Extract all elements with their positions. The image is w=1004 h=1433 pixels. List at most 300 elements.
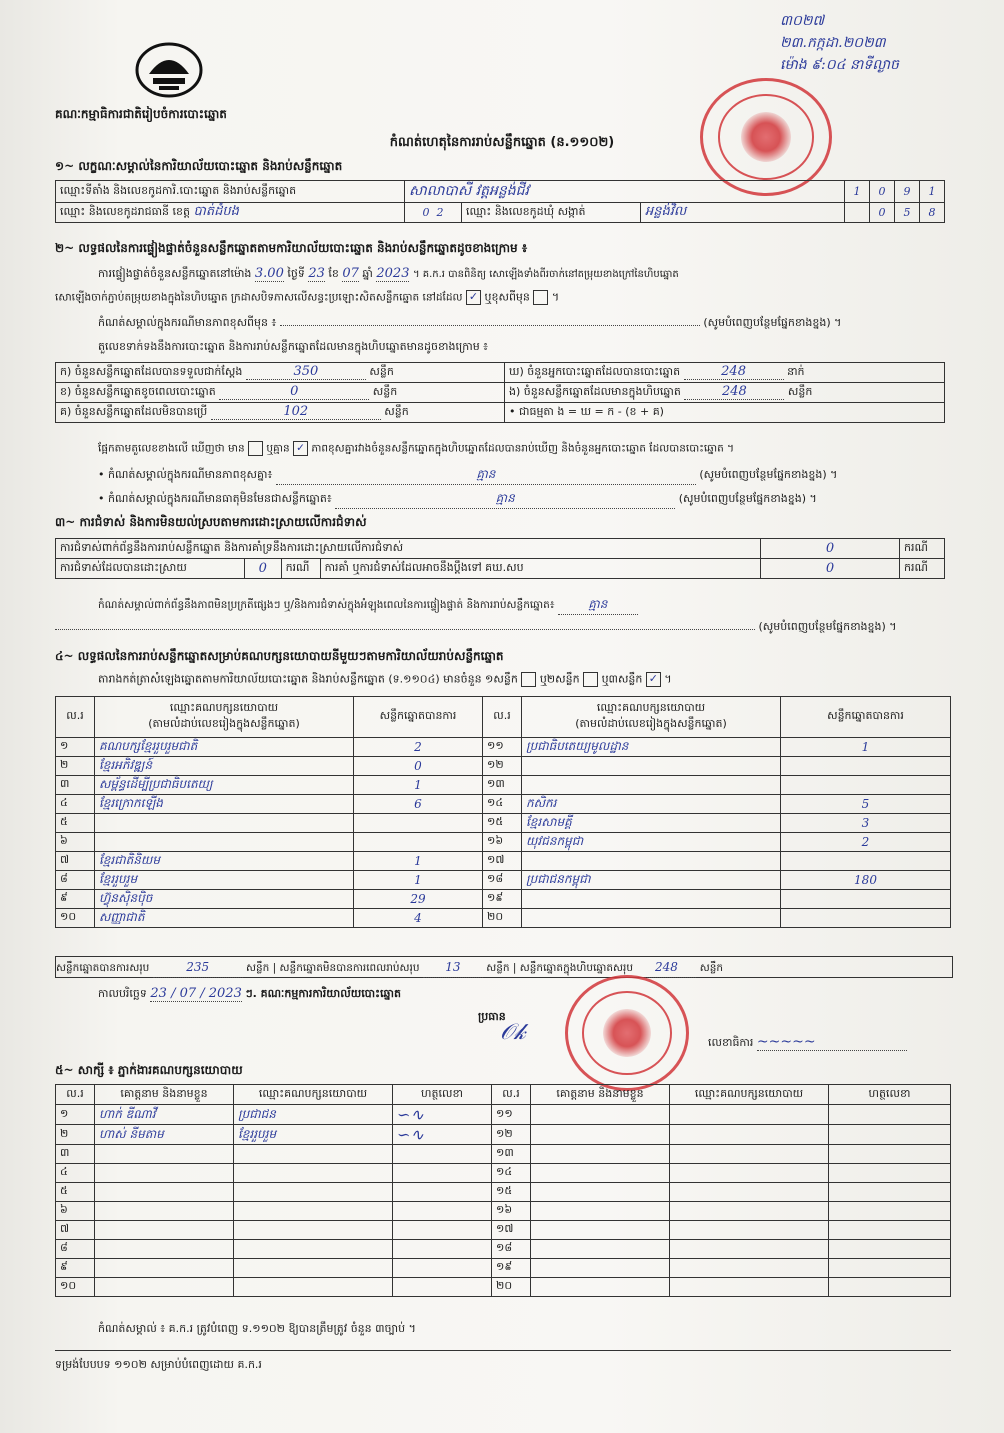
w-party-left (234, 1278, 393, 1297)
one-sheet-checkbox[interactable] (521, 672, 536, 687)
w-name-right (531, 1125, 670, 1145)
w-col-no-left: ល.រ (56, 1085, 95, 1105)
section1-title: ១~ លក្ខណៈសម្គាល់នៃការិយាល័យបោះឆ្នោត និងរាប់សន្លឹកឆ្នោត (55, 159, 343, 173)
unused-label: គ) ចំនួនសន្លឹកឆ្នោតដែលមិនបានប្រើ (60, 405, 208, 418)
verify-time: 3.00 (254, 266, 284, 281)
result-votes-left: 1 (354, 871, 483, 890)
w-name-right (531, 1105, 670, 1125)
w-party-left (234, 1164, 393, 1183)
result-party-right: ខ្មែរសាមគ្គី (522, 814, 781, 833)
w-no-left: ១០ (56, 1278, 95, 1297)
total-valid-value: 235 (153, 957, 243, 978)
result-no-right: ១៩ (483, 890, 522, 909)
result-votes-right (781, 852, 951, 871)
w-no-right: ១៣ (492, 1145, 531, 1164)
total-invalid-unit: សន្លឹក (486, 962, 510, 974)
w-col-name-left: គោត្តនាម និងនាមខ្លួន (95, 1085, 234, 1105)
result-party-left: ហ៊្វុនស៊ិនប៉ិច (95, 890, 354, 909)
w-sign-right (829, 1202, 951, 1221)
two-sheet-checkbox[interactable] (583, 672, 598, 687)
province-code-d1: 0 (422, 206, 430, 219)
w-name-left (95, 1259, 234, 1278)
result-party-right: ប្រជាជនកម្ពុជា (522, 871, 781, 890)
w-sign-left (393, 1145, 492, 1164)
w-no-right: ១៩ (492, 1259, 531, 1278)
received-label: ក) ចំនួនសន្លឹកឆ្នោតដែលបានទទួលជាក់ស្តែង (60, 365, 243, 378)
total-valid-label: សន្លឹកឆ្នោតបានការសរុប (56, 962, 150, 974)
w-name-left (95, 1164, 234, 1183)
col-no-left: ល.រ (56, 697, 95, 738)
col-no-right: ល.រ (483, 697, 522, 738)
difference-line (98, 441, 734, 458)
result-row (56, 795, 951, 814)
w-no-left: ២ (56, 1125, 95, 1145)
witness-row (56, 1259, 951, 1278)
irregularity-dots (55, 629, 755, 630)
commune-value: អន្លង់វិល (641, 203, 845, 223)
result-party-left: ខ្មែររួបរួម (95, 871, 354, 890)
day-label: ថ្ងៃទី (287, 267, 305, 280)
w-name-right (531, 1240, 670, 1259)
result-row (56, 890, 951, 909)
resolved-label: ការជំទាស់ដែលបានដោះស្រាយ (56, 559, 245, 579)
objection-value: 0 (761, 539, 900, 559)
w-col-name-right: គោត្តនាម និងនាមខ្លួន (531, 1085, 670, 1105)
result-row (56, 852, 951, 871)
w-sign-right (829, 1259, 951, 1278)
result-party-right: កសិករ (522, 795, 781, 814)
commune-d2: 5 (895, 203, 920, 223)
w-name-right (531, 1278, 670, 1297)
w-sign-right (829, 1183, 951, 1202)
w-party-left (234, 1202, 393, 1221)
result-no-left: ៦ (56, 833, 95, 852)
month-label: ខែ (328, 267, 339, 280)
w-party-left (234, 1145, 393, 1164)
objection-table (55, 538, 945, 579)
resolved-value: 0 (245, 559, 282, 579)
commune-d3: 8 (920, 203, 945, 223)
committee-label: ៗ. គណៈកម្មការការិយាល័យបោះឆ្នោត (245, 987, 401, 1000)
verify-month: 07 (342, 266, 359, 281)
section4-title: ៤~ លទ្ធផលនៃការរាប់សន្លឹកឆ្នោតសម្រាប់គណបក្សនយោបាយនីមួយៗតាមការិយាល័យរាប់សន្លឹកឆ្នោត (55, 649, 504, 663)
w-no-left: ៧ (56, 1221, 95, 1240)
w-name-right (531, 1183, 670, 1202)
result-no-left: ៩ (56, 890, 95, 909)
result-no-right: ១២ (483, 757, 522, 776)
unused-cell (56, 403, 505, 423)
w-no-right: ១៤ (492, 1164, 531, 1183)
has-difference-checkbox[interactable] (248, 441, 263, 456)
w-party-left (234, 1221, 393, 1240)
result-row (56, 833, 951, 852)
diff-note-line (98, 316, 948, 332)
form-title: កំណត់ហេតុនៃការរាប់សន្លឹកឆ្នោត (ន.១១០២) (389, 135, 615, 150)
total-valid-unit: សន្លឹក (246, 962, 270, 974)
result-votes-left (354, 814, 483, 833)
result-party-right (522, 852, 781, 871)
secretary-signature: ~~~~~ (757, 1034, 907, 1051)
result-party-right (522, 757, 781, 776)
received-cell (56, 363, 505, 383)
w-no-left: ៨ (56, 1240, 95, 1259)
resolved-unit: ករណី (281, 559, 320, 579)
result-votes-left: 1 (354, 776, 483, 795)
unused-unit: សន្លឹក (384, 405, 409, 418)
province-code (405, 203, 462, 223)
irregularity-value: គ្មាន (558, 596, 638, 615)
objection-unit: ករណី (900, 539, 945, 559)
result-no-left: ៧ (56, 852, 95, 871)
w-name-right (531, 1202, 670, 1221)
date-label: កាលបរិច្ឆេទ (98, 987, 147, 1000)
w-col-no-right: ល.រ (492, 1085, 531, 1105)
nec-emblem (135, 40, 203, 98)
w-name-right (531, 1259, 670, 1278)
chair-label: ប្រធាន (478, 1010, 506, 1023)
col-votes-right: សន្លឹកឆ្នោតបានការ (781, 697, 951, 738)
w-name-left (95, 1202, 234, 1221)
irregularity-line (98, 596, 638, 615)
spoiled-cell (56, 383, 505, 403)
section3-title: ៣~ ការជំទាស់ និងការមិនយល់ស្របតាមការដោះស្រាយលើការជំទាស់ (55, 515, 367, 529)
witness-row (56, 1202, 951, 1221)
province-label: ឈ្មោះ និងលេខកូដរាជធានី ខេត្ត (60, 205, 190, 218)
result-votes-left: 29 (354, 890, 483, 909)
result-votes-left: 2 (354, 738, 483, 757)
result-no-left: ២ (56, 757, 95, 776)
irregularity-tail: (សូមបំពេញបន្ថែមផ្នែកខាងខ្នង) ។ (758, 620, 897, 633)
result-votes-right (781, 890, 951, 909)
inbox-cell (505, 383, 945, 403)
w-name-left (95, 1183, 234, 1202)
result-votes-right (781, 776, 951, 795)
date-line (98, 986, 401, 1003)
w-sign-right (829, 1221, 951, 1240)
verify-year: 2023 (376, 266, 410, 281)
bullet2-tail: (សូមបំពេញបន្ថែមផ្នែកខាងខ្នង) ។ (678, 492, 817, 505)
section2-title: ២~ លទ្ធផលនៃការផ្ទៀងផ្ទាត់ចំនួនសន្លឹកឆ្នោតតាមការិយាល័យបោះឆ្នោត និងរាប់សន្លឹកឆ្នោតដូចខាងក្រោម ៖ (55, 241, 528, 255)
col-party-right-2: (តាមលំដាប់លេខរៀងក្នុងសន្លឹកឆ្នោត) (575, 717, 727, 730)
w-sign-left (393, 1259, 492, 1278)
province-code-d2: 2 (436, 206, 444, 219)
result-votes-right: 2 (781, 833, 951, 852)
witness-row (56, 1183, 951, 1202)
difference-text: ផ្អែកតាមតួលេខខាងលើ ឃើញថា មាន (98, 442, 245, 455)
witness-row (56, 1145, 951, 1164)
section1-table (55, 180, 945, 223)
result-party-right: ប្រជាធិបតេយ្យមូលដ្ឋាន (522, 738, 781, 757)
witness-row (56, 1221, 951, 1240)
bullet2-line (98, 490, 948, 509)
w-party-right (670, 1105, 829, 1125)
bullet1-tail: (សូមបំពេញបន្ថែមផ្នែកខាងខ្នង) ។ (699, 468, 838, 481)
result-votes-left (354, 833, 483, 852)
results-table (55, 696, 951, 928)
sheet-count-text: តារាងកត់ត្រាសំឡេងឆ្នោតតាមការិយាល័យបោះឆ្នោត និងរាប់សន្លឹកឆ្នោត (ទ.១១០៤) មានចំនួន ១សន្លឹក (98, 672, 518, 686)
diff-note-tail: (សូមបំពេញបន្ថែមផ្នែកខាងខ្នង) ។ (703, 316, 842, 329)
w-col-sign-left: ហត្ថលេខា (393, 1085, 492, 1105)
w-no-right: ១៦ (492, 1202, 531, 1221)
year-label: ឆ្នាំ (362, 267, 373, 280)
result-votes-left: 4 (354, 909, 483, 928)
w-col-sign-right: ហត្ថលេខា (829, 1085, 951, 1105)
receipt-note (780, 10, 899, 76)
result-votes-right (781, 757, 951, 776)
official-seal-bottom (565, 975, 689, 1091)
w-no-left: ៤ (56, 1164, 95, 1183)
bullet1-line (98, 466, 948, 485)
total-invalid-value: 13 (423, 957, 483, 978)
w-sign-left (393, 1183, 492, 1202)
result-votes-left: 1 (354, 852, 483, 871)
unused-value: 102 (211, 404, 381, 420)
w-sign-left (393, 1278, 492, 1297)
inbox-label: ង) ចំនួនសន្លឹកឆ្នោតដែលមានក្នុងហិបឆ្នោត (509, 385, 681, 398)
location-label: ឈ្មោះទីតាំង និងលេខកូដការិ.បោះឆ្នោត និងរាប់សន្លឹកឆ្នោត (56, 181, 405, 203)
unchanged-checkbox[interactable]: ✓ (466, 290, 481, 305)
figures-intro: តួលេខទាក់ទងនឹងការបោះឆ្នោត និងការរាប់សន្លឹកឆ្នោតដែលមានក្នុងហិបឆ្នោតមានដូចខាងក្រោម ៖ (98, 340, 489, 353)
result-party-right (522, 890, 781, 909)
w-sign-left (393, 1164, 492, 1183)
col-votes-left: សន្លឹកឆ្នោតបានការ (354, 697, 483, 738)
result-no-right: ១៥ (483, 814, 522, 833)
note-line-2: ២៣.កក្កដា.២០២៣ (780, 35, 886, 51)
w-col-party-left: ឈ្មោះគណបក្សនយោបាយ (234, 1085, 393, 1105)
w-party-right (670, 1240, 829, 1259)
date-value: 23 / 07 / 2023 (150, 986, 242, 1001)
bullet2-label: • កំណត់សម្គាល់ក្នុងករណីមានធាតុមិនមែនជាសន្លឹកឆ្នោត៖ (98, 492, 332, 505)
w-party-right (670, 1145, 829, 1164)
voters-unit: នាក់ (787, 365, 805, 378)
w-no-left: ១ (56, 1105, 95, 1125)
w-sign-left (393, 1221, 492, 1240)
commune-blank (845, 203, 870, 223)
w-no-right: ១៨ (492, 1240, 531, 1259)
w-party-left: ប្រជាជន (234, 1105, 393, 1125)
footer-divider (55, 1350, 951, 1351)
received-value: 350 (246, 364, 366, 380)
commune-d1: 0 (870, 203, 895, 223)
result-no-right: ១៦ (483, 833, 522, 852)
w-sign-right (829, 1125, 951, 1145)
chair-signature: 𝒪𝓀 (500, 1020, 526, 1045)
commune-label: ឈ្មោះ និងលេខកូដឃុំ សង្កាត់ (462, 203, 641, 223)
w-sign-left (393, 1202, 492, 1221)
sheet-count-line: តារាងកត់ត្រាសំឡេងឆ្នោតតាមការិយាល័យបោះឆ្នោត និងរាប់សន្លឹកឆ្នោត (ទ.១១០៤) មានចំនួន ១សន្លឹក ឬ២សន្លឹក ឬ៣សន្លឹក ✓ ។ (98, 672, 672, 686)
difference-tail: ភាពខុសគ្នារវាងចំនួនសន្លឹកឆ្នោតក្នុងហិបឆ្នោតដែលបានរាប់ឃើញ និងចំនួនអ្នកបោះឆ្នោត ដែលបានបោះឆ្នោត ។ (311, 442, 735, 455)
w-name-left (95, 1145, 234, 1164)
spoiled-label: ខ) ចំនួនសន្លឹកឆ្នោតខូចពេលបោះឆ្នោត (60, 385, 216, 398)
w-party-right (670, 1202, 829, 1221)
witness-row (56, 1105, 951, 1125)
result-votes-right: 1 (781, 738, 951, 757)
result-row (56, 909, 951, 928)
w-name-left (95, 1240, 234, 1259)
col-party-right (522, 697, 781, 738)
w-party-left (234, 1183, 393, 1202)
form-footer: ទម្រង់បែបបទ ១១០២ សម្រាប់បំពេញដោយ គ.ក.រ (55, 1358, 262, 1371)
witness-table (55, 1084, 951, 1297)
w-name-right (531, 1145, 670, 1164)
witness-row (56, 1125, 951, 1145)
result-party-left: ខ្មែរជាតិនិយម (95, 852, 354, 871)
result-votes-right: 5 (781, 795, 951, 814)
w-name-left: ហាស់ នីមតាម (95, 1125, 234, 1145)
w-party-left (234, 1240, 393, 1259)
result-party-left: ខ្មែរក្រោកឡើង (95, 795, 354, 814)
result-row (56, 738, 951, 757)
two-sheet-label: ឬ២សន្លឹក (539, 672, 580, 686)
w-party-left (234, 1259, 393, 1278)
witness-row (56, 1164, 951, 1183)
voters-cell (505, 363, 945, 383)
w-name-left: ហាក់ ឌីណាវី (95, 1105, 234, 1125)
w-no-right: ១៧ (492, 1221, 531, 1240)
w-party-right (670, 1278, 829, 1297)
w-sign-right (829, 1145, 951, 1164)
result-party-left: សញ្ញាជាតិ (95, 909, 354, 928)
result-no-left: ៨ (56, 871, 95, 890)
result-votes-right: 180 (781, 871, 951, 890)
witness-row (56, 1278, 951, 1297)
w-name-left (95, 1221, 234, 1240)
result-row (56, 871, 951, 890)
result-party-left (95, 814, 354, 833)
result-no-right: ១៧ (483, 852, 522, 871)
total-box-unit: សន្លឹក (699, 962, 724, 974)
irregularity-label: កំណត់សម្គាល់ពាក់ព័ន្ធនឹងភាពមិនប្រក្រតីផ្សេងៗ ឬ/និងការជំទាស់ក្នុងអំឡុងពេលនៃការផ្ទៀងផ្ទាត់ និងការរាប់សន្លឹកឆ្នោត៖ (98, 599, 555, 611)
result-row (56, 757, 951, 776)
w-sign-left (393, 1240, 492, 1259)
w-no-right: ១២ (492, 1125, 531, 1145)
result-no-right: ១៨ (483, 871, 522, 890)
result-no-left: ១០ (56, 909, 95, 928)
appeal-value: 0 (761, 559, 900, 579)
result-party-right (522, 909, 781, 928)
diff-note-label: កំណត់សម្គាល់ក្នុងករណីមានភាពខុសពីមុន ៖ (98, 316, 277, 329)
result-no-left: ៤ (56, 795, 95, 814)
w-no-left: ៩ (56, 1259, 95, 1278)
spoiled-value: 0 (219, 384, 369, 400)
seal-check-line: សោឡើងចាក់ភ្ជាប់តម្រុយខាងក្នុងនៃហិបឆ្នោត ក្រដាសបិទភាសលើសន្ធះប្រឡោះសិតសន្លឹកឆ្នោត នៅដដែល ✓ ឬខុសពីមុន ។ (55, 290, 560, 304)
verify-day: 23 (308, 266, 325, 281)
inbox-unit: សន្លឹក (787, 385, 813, 398)
totals-line: សន្លឹកឆ្នោតបានការសរុប 235 សន្លឹក | សន្លឹកឆ្នោតមិនបានការពេលរាប់សរុប 13 សន្លឹក | សន្លឹកឆ្នោតក្នុងហិបឆ្នោតសរុប 248 សន្លឹក (55, 956, 953, 978)
secretary-line (708, 1034, 907, 1052)
no-difference-checkbox[interactable]: ✓ (293, 441, 308, 456)
result-party-left (95, 833, 354, 852)
voters-label: ឃ) ចំនួនអ្នកបោះឆ្នោតដែលបានបោះឆ្នោត (509, 365, 681, 378)
result-no-right: ១៤ (483, 795, 522, 814)
result-party-left: គណបក្សខ្មែររួបរួមជាតិ (95, 738, 354, 757)
footer-note: កំណត់សម្គាល់ ៖ គ.ក.រ ត្រូវបំពេញ ទ.១១០២ ឱ្យបានត្រឹមត្រូវ ចំនួន ៣ច្បាប់ ។ (98, 1322, 416, 1335)
three-sheet-label: ឬ៣សន្លឹក (601, 672, 643, 686)
col-party-left-1: ឈ្មោះគណបក្សនយោបាយ (169, 701, 279, 714)
total-box-value: 248 (636, 957, 696, 978)
verify-text: ការផ្ទៀងផ្ទាត់ចំនួនសន្លឹកឆ្នោតនៅម៉ោង (98, 267, 252, 280)
spoiled-unit: សន្លឹក (372, 385, 398, 398)
result-party-left: សម្ព័ន្ធដើម្បីប្រជាធិបតេយ្យ (95, 776, 354, 795)
code-d1: 1 (845, 181, 870, 203)
w-no-left: ៥ (56, 1183, 95, 1202)
verify-rest: ។ គ.ក.រ បានពិនិត្យ សោឡើងទាំងពីរចាក់នៅតម្រុយខាងក្រៅនៃហិបឆ្នោត (412, 269, 679, 280)
appeal-label: ការគាំ ឬការជំទាស់ដែលអាចនឹងប្តឹងទៅ គឃ.សប (320, 559, 760, 579)
result-row (56, 814, 951, 833)
w-name-left (95, 1278, 234, 1297)
w-party-right (670, 1125, 829, 1145)
w-party-left: ខ្មែររួបរួម (234, 1125, 393, 1145)
objection-label: ការជំទាស់ពាក់ព័ន្ធនឹងការរាប់សន្លឹកឆ្នោត និងការគាំទ្រនឹងការដោះស្រាយលើការជំទាស់ (56, 539, 761, 559)
w-sign-left: ∽∿ (393, 1105, 492, 1125)
bullet1-label: • កំណត់សម្គាល់ក្នុងករណីមានភាពខុសគ្នា៖ (98, 468, 273, 481)
w-col-party-right: ឈ្មោះគណបក្សនយោបាយ (670, 1085, 829, 1105)
received-unit: សន្លឹក (369, 365, 394, 378)
col-party-left-2: (តាមលំដាប់លេខរៀងក្នុងសន្លឹកឆ្នោត) (148, 717, 300, 730)
location-value: សាលាបាសី វត្តអន្លង់ជីវ (405, 181, 845, 203)
col-party-right-1: ឈ្មោះគណបក្សនយោបាយ (596, 701, 706, 714)
province-value: បាត់ដំបង (193, 204, 239, 219)
three-sheet-checkbox[interactable]: ✓ (646, 672, 661, 687)
bullet2-value: គ្មាន (335, 490, 675, 509)
result-no-right: ១៣ (483, 776, 522, 795)
w-no-left: ៦ (56, 1202, 95, 1221)
result-no-right: ២០ (483, 909, 522, 928)
result-no-left: ៣ (56, 776, 95, 795)
total-box-label: សន្លឹកឆ្នោតក្នុងហិបឆ្នោតសរុប (519, 962, 634, 974)
w-no-right: ២០ (492, 1278, 531, 1297)
w-sign-right (829, 1240, 951, 1259)
changed-checkbox[interactable] (533, 290, 548, 305)
result-party-left: ខ្មែរអភិវឌ្ឍន៍ (95, 757, 354, 776)
result-party-right: យុវជនកម្ពុជា (522, 833, 781, 852)
inbox-value: 248 (684, 384, 784, 400)
col-party-left (95, 697, 354, 738)
code-d2: 0 (870, 181, 895, 203)
voters-value: 248 (684, 364, 784, 380)
figures-table (55, 362, 945, 423)
result-no-left: ៥ (56, 814, 95, 833)
province-cell (56, 203, 405, 223)
code-d4: 1 (920, 181, 945, 203)
verification-line (98, 266, 958, 283)
total-invalid-label: សន្លឹកឆ្នោតមិនបានការពេលរាប់សរុប (279, 962, 420, 974)
w-party-right (670, 1259, 829, 1278)
w-no-right: ១១ (492, 1105, 531, 1125)
w-no-left: ៣ (56, 1145, 95, 1164)
w-name-right (531, 1221, 670, 1240)
appeal-unit: ករណី (900, 559, 945, 579)
result-votes-left: 6 (354, 795, 483, 814)
w-sign-right (829, 1164, 951, 1183)
seal-check-text: សោឡើងចាក់ភ្ជាប់តម្រុយខាងក្នុងនៃហិបឆ្នោត ក្រដាសបិទភាសលើសន្ធះប្រឡោះសិតសន្លឹកឆ្នោត នៅដដែល (55, 291, 463, 304)
irregularity-line2 (55, 620, 945, 636)
w-party-right (670, 1183, 829, 1202)
changed-label: ឬខុសពីមុន (484, 290, 530, 304)
w-no-right: ១៥ (492, 1183, 531, 1202)
result-no-right: ១១ (483, 738, 522, 757)
w-party-right (670, 1164, 829, 1183)
w-sign-right (829, 1278, 951, 1297)
formula-cell: • ជាធម្មតា ង = ឃ = ក - (ខ + គ) (505, 403, 945, 423)
result-party-right (522, 776, 781, 795)
note-line-3: ម៉ោង ៩:០៤ នាទីល្ងាច (780, 57, 899, 73)
w-sign-right (829, 1105, 951, 1125)
code-d3: 9 (895, 181, 920, 203)
result-no-left: ១ (56, 738, 95, 757)
w-sign-left: ∽∿ (393, 1125, 492, 1145)
w-name-right (531, 1164, 670, 1183)
